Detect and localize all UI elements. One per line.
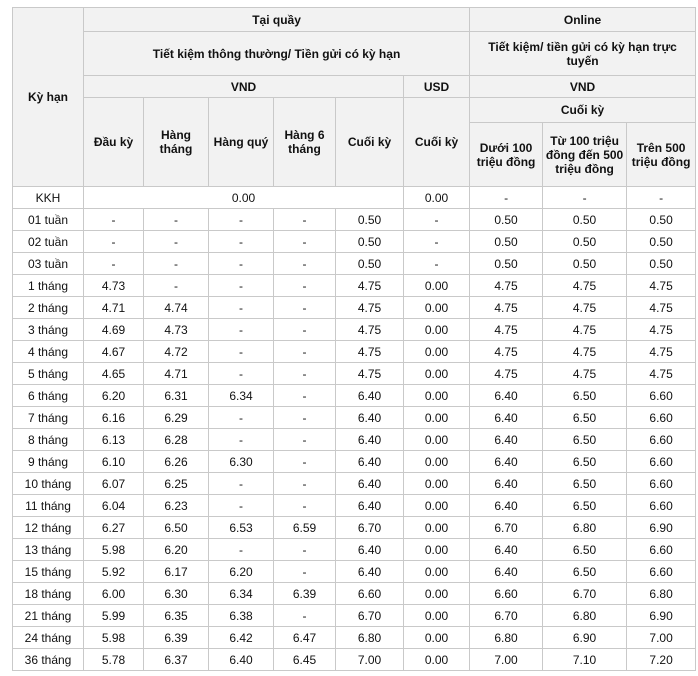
rate-cell: 6.90: [627, 605, 696, 627]
table-row-kkh: [13, 187, 696, 209]
rate-cell: 0.00: [404, 605, 470, 627]
rate-cell: -: [274, 473, 336, 495]
rate-cell: -: [274, 539, 336, 561]
term-cell: 36 tháng: [13, 649, 84, 671]
term-cell: 2 tháng: [13, 297, 84, 319]
rate-cell: 4.75: [543, 319, 627, 341]
rate-cell: 6.80: [543, 605, 627, 627]
rate-cell: -: [209, 363, 274, 385]
rate-cell: 0.50: [470, 253, 543, 275]
rate-cell: 6.50: [543, 407, 627, 429]
rate-cell: 4.67: [84, 341, 144, 363]
header-vnd: VND: [84, 76, 404, 98]
rate-cell: 5.99: [84, 605, 144, 627]
rate-cell: 0.50: [543, 209, 627, 231]
rate-cell: 6.00: [84, 583, 144, 605]
rate-cell: -: [209, 275, 274, 297]
rate-cell: 6.16: [84, 407, 144, 429]
rate-cell: 4.75: [627, 341, 696, 363]
rate-cell: 5.98: [84, 627, 144, 649]
rate-cell: 6.70: [336, 605, 404, 627]
rate-cell: 6.13: [84, 429, 144, 451]
rate-cell: 0.50: [470, 231, 543, 253]
rate-cell: 4.75: [543, 275, 627, 297]
rate-cell: 0.00: [404, 429, 470, 451]
rate-cell: -: [274, 297, 336, 319]
rate-cell: 6.40: [470, 473, 543, 495]
rate-cell: -: [209, 209, 274, 231]
rate-cell: -: [144, 275, 209, 297]
rate-cell: 6.17: [144, 561, 209, 583]
rate-cell: 6.40: [336, 473, 404, 495]
rate-cell: -: [274, 275, 336, 297]
rate-cell: 0.50: [336, 231, 404, 253]
rate-cell: -: [84, 253, 144, 275]
rate-cell: 6.07: [84, 473, 144, 495]
rate-cell: 6.30: [209, 451, 274, 473]
rate-cell: 0.00: [404, 627, 470, 649]
rate-cell: -: [144, 253, 209, 275]
rate-cell: -: [144, 209, 209, 231]
rate-cell: 4.75: [470, 297, 543, 319]
rate-cell: -: [209, 495, 274, 517]
kkh-online-cell: -: [627, 187, 696, 209]
header-online-vnd: VND: [470, 76, 696, 98]
rate-cell: 4.75: [627, 297, 696, 319]
rate-cell: -: [84, 231, 144, 253]
term-cell: 12 tháng: [13, 517, 84, 539]
table-row: [13, 209, 696, 231]
rate-cell: 6.50: [543, 429, 627, 451]
rate-cell: -: [274, 319, 336, 341]
col-100-500: Từ 100 triệu đồng đến 500 triệu đồng: [543, 123, 627, 187]
rate-cell: -: [209, 341, 274, 363]
table-row: [13, 539, 696, 561]
rate-cell: 0.00: [404, 583, 470, 605]
term-cell: 11 tháng: [13, 495, 84, 517]
rate-cell: 0.00: [404, 539, 470, 561]
term-cell: 5 tháng: [13, 363, 84, 385]
rate-cell: 6.40: [336, 451, 404, 473]
rate-cell: 6.38: [209, 605, 274, 627]
rate-cell: 0.00: [404, 495, 470, 517]
rate-cell: 4.75: [336, 275, 404, 297]
rate-cell: -: [274, 605, 336, 627]
table-row: [13, 385, 696, 407]
term-cell: 18 tháng: [13, 583, 84, 605]
rate-cell: 6.34: [209, 583, 274, 605]
col-tren-500: Trên 500 triệu đồng: [627, 123, 696, 187]
col-duoi-100: Dưới 100 triệu đồng: [470, 123, 543, 187]
term-cell: 4 tháng: [13, 341, 84, 363]
table-row: [13, 605, 696, 627]
rate-cell: 0.50: [627, 209, 696, 231]
rate-cell: 6.40: [336, 407, 404, 429]
rate-cell: 6.60: [627, 561, 696, 583]
rate-cell: 6.20: [144, 539, 209, 561]
rate-cell: -: [274, 363, 336, 385]
rate-cell: 6.20: [84, 385, 144, 407]
rate-cell: 6.60: [627, 473, 696, 495]
table-row: [13, 451, 696, 473]
rate-cell: 6.40: [209, 649, 274, 671]
rate-cell: 6.40: [470, 495, 543, 517]
table-row: [13, 583, 696, 605]
rate-cell: -: [274, 407, 336, 429]
rate-cell: 4.75: [543, 297, 627, 319]
table-row: [13, 627, 696, 649]
header-online: Online: [470, 8, 696, 32]
header-usd: USD: [404, 76, 470, 98]
term-cell: 8 tháng: [13, 429, 84, 451]
rate-cell: 6.50: [543, 495, 627, 517]
kkh-vnd-cell: 0.00: [84, 187, 404, 209]
rate-cell: 4.75: [336, 297, 404, 319]
table-row: [13, 363, 696, 385]
term-cell: 13 tháng: [13, 539, 84, 561]
rate-cell: 6.37: [144, 649, 209, 671]
rate-cell: 0.00: [404, 297, 470, 319]
rate-cell: 6.40: [336, 539, 404, 561]
rate-cell: 6.10: [84, 451, 144, 473]
rate-cell: 6.26: [144, 451, 209, 473]
header-term: Kỳ hạn: [13, 8, 84, 187]
rate-cell: -: [274, 341, 336, 363]
rate-cell: 6.34: [209, 385, 274, 407]
table-row: [13, 473, 696, 495]
rate-cell: 6.40: [470, 561, 543, 583]
rate-cell: 6.60: [336, 583, 404, 605]
table-row: [13, 517, 696, 539]
rate-cell: 6.35: [144, 605, 209, 627]
rate-cell: 6.60: [627, 539, 696, 561]
rate-cell: 5.98: [84, 539, 144, 561]
rate-cell: -: [274, 385, 336, 407]
header-online-sub: Tiết kiệm/ tiền gửi có kỳ hạn trực tuyến: [470, 32, 696, 76]
rate-cell: -: [404, 209, 470, 231]
rate-cell: 6.80: [470, 627, 543, 649]
term-cell: KKH: [13, 187, 84, 209]
rate-cell: 4.75: [336, 341, 404, 363]
rate-cell: 4.72: [144, 341, 209, 363]
col-hang-quy: Hàng quý: [209, 98, 274, 187]
table-row: [13, 649, 696, 671]
rate-cell: 6.23: [144, 495, 209, 517]
rate-cell: 7.00: [470, 649, 543, 671]
rate-cell: 6.29: [144, 407, 209, 429]
rate-cell: 4.65: [84, 363, 144, 385]
rate-cell: 4.73: [144, 319, 209, 341]
col-cuoi-ky-vnd: Cuối kỳ: [336, 98, 404, 187]
kkh-online-cell: -: [470, 187, 543, 209]
rate-cell: 6.27: [84, 517, 144, 539]
term-cell: 01 tuần: [13, 209, 84, 231]
rate-cell: 6.40: [470, 451, 543, 473]
term-cell: 21 tháng: [13, 605, 84, 627]
rate-cell: -: [209, 429, 274, 451]
rate-cell: 0.00: [404, 473, 470, 495]
table-row: [13, 561, 696, 583]
rate-cell: 0.00: [404, 407, 470, 429]
table-row: [13, 407, 696, 429]
rate-cell: -: [274, 429, 336, 451]
term-cell: 02 tuần: [13, 231, 84, 253]
term-cell: 1 tháng: [13, 275, 84, 297]
rate-cell: 4.75: [470, 363, 543, 385]
table-row: [13, 429, 696, 451]
rate-cell: -: [209, 297, 274, 319]
rate-cell: 6.80: [336, 627, 404, 649]
header-online-cuoi-ky: Cuối kỳ: [470, 98, 696, 123]
table-row: [13, 253, 696, 275]
rate-cell: 6.70: [543, 583, 627, 605]
rate-cell: 0.00: [404, 363, 470, 385]
rate-cell: 0.00: [404, 649, 470, 671]
rate-cell: 6.40: [470, 429, 543, 451]
rate-cell: 4.75: [470, 319, 543, 341]
rate-cell: 6.40: [336, 385, 404, 407]
rate-cell: 4.69: [84, 319, 144, 341]
term-cell: 15 tháng: [13, 561, 84, 583]
rate-cell: 6.70: [336, 517, 404, 539]
rate-cell: 6.40: [470, 539, 543, 561]
rate-cell: 6.40: [336, 561, 404, 583]
rate-cell: 0.00: [404, 319, 470, 341]
rate-cell: 6.90: [627, 517, 696, 539]
rate-cell: 6.50: [543, 451, 627, 473]
rate-cell: 6.60: [627, 429, 696, 451]
rate-cell: 6.40: [470, 407, 543, 429]
rate-cell: 0.00: [404, 517, 470, 539]
rate-cell: -: [144, 231, 209, 253]
rate-cell: -: [274, 495, 336, 517]
rate-cell: 4.75: [336, 363, 404, 385]
rate-cell: 4.75: [336, 319, 404, 341]
table-row: [13, 297, 696, 319]
rate-cell: 6.45: [274, 649, 336, 671]
rate-cell: 0.00: [404, 451, 470, 473]
rate-cell: 0.50: [543, 253, 627, 275]
header-counter: Tại quầy: [84, 8, 470, 32]
rate-cell: -: [274, 253, 336, 275]
rate-cell: -: [404, 231, 470, 253]
rate-cell: 4.74: [144, 297, 209, 319]
rate-cell: 0.00: [404, 561, 470, 583]
rate-cell: 6.60: [470, 583, 543, 605]
rate-cell: 6.70: [470, 605, 543, 627]
rate-cell: 6.40: [470, 385, 543, 407]
rate-cell: 4.75: [627, 319, 696, 341]
rate-cell: 4.75: [470, 341, 543, 363]
rate-cell: 0.50: [543, 231, 627, 253]
term-cell: 03 tuần: [13, 253, 84, 275]
kkh-online-cell: -: [543, 187, 627, 209]
rate-cell: 6.40: [336, 495, 404, 517]
rate-cell: -: [209, 407, 274, 429]
rate-cell: 6.90: [543, 627, 627, 649]
table-row: [13, 231, 696, 253]
rate-cell: 6.60: [627, 385, 696, 407]
rate-cell: 0.50: [627, 253, 696, 275]
rate-cell: 0.50: [627, 231, 696, 253]
rate-cell: 6.80: [543, 517, 627, 539]
rate-cell: 6.50: [144, 517, 209, 539]
rate-cell: 6.59: [274, 517, 336, 539]
rate-cell: -: [84, 209, 144, 231]
col-hang-6-thang: Hàng 6 tháng: [274, 98, 336, 187]
rate-cell: 0.00: [404, 275, 470, 297]
rate-cell: 5.92: [84, 561, 144, 583]
rate-cell: 6.50: [543, 385, 627, 407]
rate-cell: 4.71: [84, 297, 144, 319]
rate-cell: 7.00: [336, 649, 404, 671]
col-hang-thang: Hàng tháng: [144, 98, 209, 187]
table-row: [13, 275, 696, 297]
rate-cell: -: [209, 319, 274, 341]
rate-cell: 6.30: [144, 583, 209, 605]
rate-cell: 6.60: [627, 451, 696, 473]
rate-cell: 6.80: [627, 583, 696, 605]
table-row: [13, 319, 696, 341]
rate-cell: 7.00: [627, 627, 696, 649]
rate-cell: -: [274, 231, 336, 253]
rate-cell: 6.28: [144, 429, 209, 451]
rate-cell: 6.53: [209, 517, 274, 539]
rate-cell: 5.78: [84, 649, 144, 671]
rate-cell: 6.39: [144, 627, 209, 649]
rate-cell: 6.60: [627, 495, 696, 517]
rate-cell: 7.10: [543, 649, 627, 671]
col-cuoi-ky-usd: Cuối kỳ: [404, 98, 470, 187]
rate-cell: -: [209, 253, 274, 275]
rate-cell: 6.60: [627, 407, 696, 429]
rate-cell: 0.00: [404, 341, 470, 363]
table-row: [13, 495, 696, 517]
rate-cell: -: [274, 209, 336, 231]
rate-cell: -: [404, 253, 470, 275]
rate-cell: 0.50: [336, 209, 404, 231]
rate-cell: 6.42: [209, 627, 274, 649]
rate-cell: -: [209, 539, 274, 561]
term-cell: 24 tháng: [13, 627, 84, 649]
rate-cell: 4.75: [543, 341, 627, 363]
rate-cell: -: [209, 231, 274, 253]
rate-cell: 6.50: [543, 473, 627, 495]
table-row: [13, 341, 696, 363]
rate-cell: 0.00: [404, 385, 470, 407]
rate-cell: 4.71: [144, 363, 209, 385]
term-cell: 10 tháng: [13, 473, 84, 495]
rate-cell: 4.75: [627, 275, 696, 297]
rate-cell: -: [274, 561, 336, 583]
interest-rate-table: [12, 7, 696, 671]
term-cell: 9 tháng: [13, 451, 84, 473]
term-cell: 3 tháng: [13, 319, 84, 341]
rate-cell: 6.25: [144, 473, 209, 495]
rate-cell: 0.50: [470, 209, 543, 231]
rate-cell: 6.50: [543, 561, 627, 583]
rate-cell: -: [209, 473, 274, 495]
rate-cell: 0.50: [336, 253, 404, 275]
rate-cell: 6.39: [274, 583, 336, 605]
rate-cell: 4.73: [84, 275, 144, 297]
rate-cell: 6.20: [209, 561, 274, 583]
kkh-usd-cell: 0.00: [404, 187, 470, 209]
rate-cell: 6.31: [144, 385, 209, 407]
rate-cell: 6.47: [274, 627, 336, 649]
col-dau-ky: Đầu kỳ: [84, 98, 144, 187]
header-counter-sub: Tiết kiệm thông thường/ Tiền gửi có kỳ hạn: [84, 32, 470, 76]
term-cell: 7 tháng: [13, 407, 84, 429]
rate-cell: -: [274, 451, 336, 473]
rate-cell: 4.75: [543, 363, 627, 385]
rate-cell: 6.04: [84, 495, 144, 517]
term-cell: 6 tháng: [13, 385, 84, 407]
rate-cell: 6.40: [336, 429, 404, 451]
rate-cell: 4.75: [627, 363, 696, 385]
rate-cell: 6.50: [543, 539, 627, 561]
rate-cell: 4.75: [470, 275, 543, 297]
rate-cell: 6.70: [470, 517, 543, 539]
rate-cell: 7.20: [627, 649, 696, 671]
